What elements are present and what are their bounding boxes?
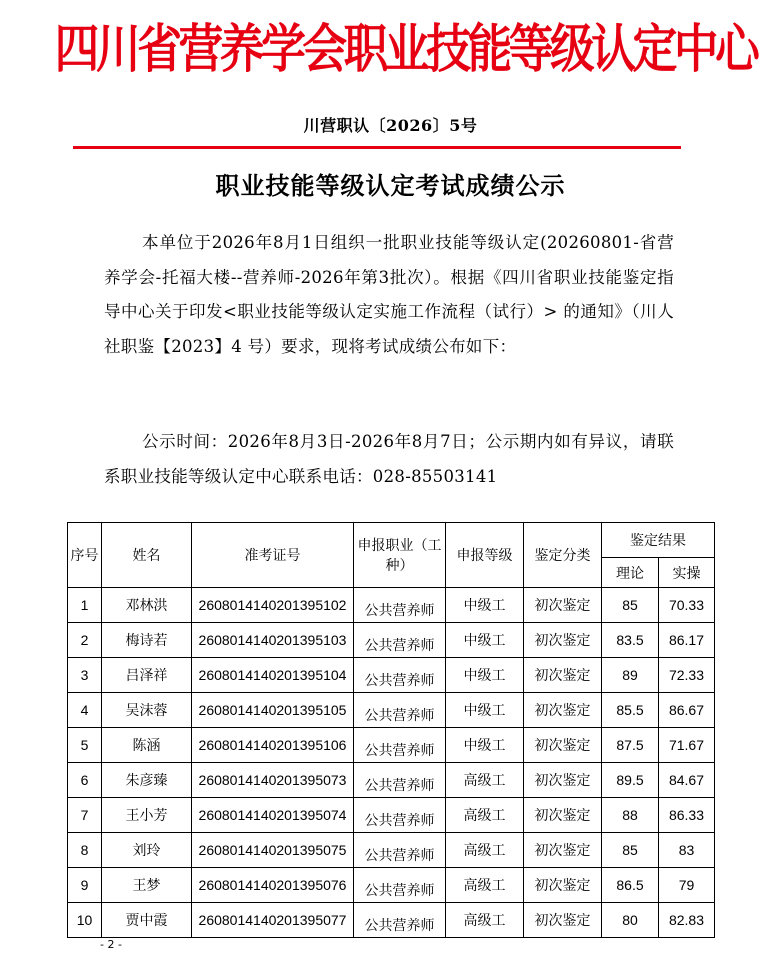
cell-practice: 84.67 xyxy=(659,763,715,798)
document-number: 川营职认〔2026〕5号 xyxy=(303,116,478,135)
cell-category: 初次鉴定 xyxy=(524,693,602,728)
header-theory: 理论 xyxy=(602,558,659,588)
cell-theory: 86.5 xyxy=(602,868,659,903)
cell-practice: 72.33 xyxy=(659,658,715,693)
cell-category: 初次鉴定 xyxy=(524,903,602,938)
cell-name: 朱彦臻 xyxy=(102,763,192,798)
cell-seq: 4 xyxy=(68,693,102,728)
cell-seq: 5 xyxy=(68,728,102,763)
cell-occupation: 公共营养师 xyxy=(354,623,446,658)
cell-exam-id: 2608014140201395077 xyxy=(192,903,354,938)
header-category: 鉴定分类 xyxy=(524,523,602,588)
cell-level: 中级工 xyxy=(446,588,524,623)
table-row xyxy=(68,623,715,658)
cell-name: 梅诗若 xyxy=(102,623,192,658)
cell-name: 贾中霞 xyxy=(102,903,192,938)
cell-exam-id: 2608014140201395106 xyxy=(192,728,354,763)
header-level: 申报等级 xyxy=(446,523,524,588)
cell-level: 中级工 xyxy=(446,658,524,693)
cell-practice: 70.33 xyxy=(659,588,715,623)
cell-seq: 1 xyxy=(68,588,102,623)
cell-exam-id: 2608014140201395103 xyxy=(192,623,354,658)
cell-category: 初次鉴定 xyxy=(524,588,602,623)
red-divider-line xyxy=(73,146,681,149)
cell-seq: 10 xyxy=(68,903,102,938)
cell-level: 中级工 xyxy=(446,728,524,763)
cell-theory: 85.5 xyxy=(602,693,659,728)
cell-name: 刘玲 xyxy=(102,833,192,868)
cell-seq: 7 xyxy=(68,798,102,833)
cell-name: 王梦 xyxy=(102,868,192,903)
cell-exam-id: 2608014140201395105 xyxy=(192,693,354,728)
cell-practice: 82.83 xyxy=(659,903,715,938)
notice-paragraph-intro: 本单位于2026年8月1日组织一批职业技能等级认定(20260801-省营养学会-托福大楼--营养师-2026年第3批次）。根据《四川省职业技能鉴定指导中心关于印发<职业技能等级认定实施工作流程（试行）> 的通知》（川人社职鉴【2023】4 号）要求，现将考试成绩公布如下： xyxy=(104,233,674,356)
cell-seq: 3 xyxy=(68,658,102,693)
cell-seq: 8 xyxy=(68,833,102,868)
cell-occupation: 公共营养师 xyxy=(354,798,446,833)
table-row xyxy=(68,658,715,693)
header-occupation: 申报职业（工种） xyxy=(354,523,446,588)
header-practice: 实操 xyxy=(659,558,715,588)
cell-category: 初次鉴定 xyxy=(524,868,602,903)
cell-occupation: 公共营养师 xyxy=(354,693,446,728)
table-row xyxy=(68,763,715,798)
cell-category: 初次鉴定 xyxy=(524,798,602,833)
table-row xyxy=(68,903,715,938)
page-number: - 2 - xyxy=(100,938,122,951)
cell-name: 王小芳 xyxy=(102,798,192,833)
cell-level: 高级工 xyxy=(446,833,524,868)
notice-paragraph-period: 公示时间：2026年8月3日-2026年8月7日；公示期内如有异议，请联系职业技能等级认定中心联系电话：028-85503141 xyxy=(104,432,674,486)
cell-category: 初次鉴定 xyxy=(524,763,602,798)
header-name: 姓名 xyxy=(102,523,192,588)
table-row xyxy=(68,833,715,868)
table-row xyxy=(68,798,715,833)
cell-theory: 87.5 xyxy=(602,728,659,763)
cell-level: 高级工 xyxy=(446,798,524,833)
cell-seq: 9 xyxy=(68,868,102,903)
score-table xyxy=(67,522,715,938)
cell-theory: 85 xyxy=(602,588,659,623)
cell-theory: 85 xyxy=(602,833,659,868)
cell-exam-id: 2608014140201395073 xyxy=(192,763,354,798)
cell-seq: 2 xyxy=(68,623,102,658)
cell-practice: 86.17 xyxy=(659,623,715,658)
cell-level: 高级工 xyxy=(446,903,524,938)
cell-practice: 83 xyxy=(659,833,715,868)
cell-exam-id: 2608014140201395102 xyxy=(192,588,354,623)
cell-theory: 88 xyxy=(602,798,659,833)
org-name-heading: 四川省营养学会职业技能等级认定中心 xyxy=(54,20,757,80)
cell-level: 高级工 xyxy=(446,763,524,798)
cell-category: 初次鉴定 xyxy=(524,623,602,658)
cell-theory: 80 xyxy=(602,903,659,938)
cell-practice: 71.67 xyxy=(659,728,715,763)
cell-occupation: 公共营养师 xyxy=(354,658,446,693)
cell-occupation: 公共营养师 xyxy=(354,588,446,623)
table-row xyxy=(68,693,715,728)
score-table-body xyxy=(68,588,715,938)
cell-theory: 83.5 xyxy=(602,623,659,658)
cell-name: 吴沫蓉 xyxy=(102,693,192,728)
cell-occupation: 公共营养师 xyxy=(354,903,446,938)
cell-name: 吕泽祥 xyxy=(102,658,192,693)
document-header xyxy=(0,8,781,92)
cell-practice: 86.67 xyxy=(659,693,715,728)
cell-theory: 89.5 xyxy=(602,763,659,798)
notice-title: 职业技能等级认定考试成绩公示 xyxy=(215,171,566,200)
cell-name: 陈涵 xyxy=(102,728,192,763)
cell-exam-id: 2608014140201395104 xyxy=(192,658,354,693)
cell-level: 中级工 xyxy=(446,693,524,728)
cell-exam-id: 2608014140201395075 xyxy=(192,833,354,868)
header-result: 鉴定结果 xyxy=(602,523,715,558)
table-row xyxy=(68,588,715,623)
cell-category: 初次鉴定 xyxy=(524,728,602,763)
cell-occupation: 公共营养师 xyxy=(354,763,446,798)
cell-exam-id: 2608014140201395076 xyxy=(192,868,354,903)
cell-name: 邓林洪 xyxy=(102,588,192,623)
cell-exam-id: 2608014140201395074 xyxy=(192,798,354,833)
cell-practice: 79 xyxy=(659,868,715,903)
cell-practice: 86.33 xyxy=(659,798,715,833)
cell-seq: 6 xyxy=(68,763,102,798)
cell-category: 初次鉴定 xyxy=(524,658,602,693)
cell-occupation: 公共营养师 xyxy=(354,868,446,903)
header-exam-id: 准考证号 xyxy=(192,523,354,588)
cell-category: 初次鉴定 xyxy=(524,833,602,868)
cell-theory: 89 xyxy=(602,658,659,693)
table-row xyxy=(68,868,715,903)
cell-level: 中级工 xyxy=(446,623,524,658)
header-seq: 序号 xyxy=(68,523,102,588)
cell-level: 高级工 xyxy=(446,868,524,903)
table-row xyxy=(68,728,715,763)
cell-occupation: 公共营养师 xyxy=(354,833,446,868)
cell-occupation: 公共营养师 xyxy=(354,728,446,763)
